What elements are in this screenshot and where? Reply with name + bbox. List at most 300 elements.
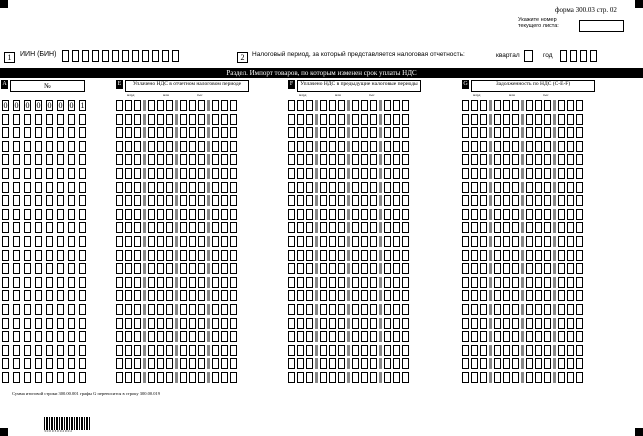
grid-cell[interactable] [57,141,64,152]
grid-cell[interactable] [189,141,196,152]
grid-cell[interactable] [46,222,53,233]
grid-cell[interactable] [402,182,409,193]
grid-cell[interactable] [384,331,391,342]
grid-cell[interactable] [79,154,86,165]
grid-cell[interactable] [297,100,304,111]
grid-cell[interactable] [180,100,187,111]
grid-cell[interactable] [512,127,519,138]
grid-cell[interactable] [297,236,304,247]
grid-cell[interactable] [535,318,542,329]
grid-cell[interactable] [402,236,409,247]
grid-cell[interactable] [157,100,164,111]
grid-cell[interactable] [370,168,377,179]
grid-cell[interactable] [24,304,31,315]
grid-cell[interactable] [230,222,237,233]
grid-cell[interactable] [361,141,368,152]
grid-cell[interactable] [535,209,542,220]
grid-cell[interactable] [35,318,42,329]
grid-cell[interactable] [471,263,478,274]
grid-cell[interactable] [79,100,86,111]
grid-cell[interactable] [526,331,533,342]
grid-cell[interactable] [157,250,164,261]
grid-cell[interactable] [288,358,295,369]
grid-cell[interactable] [221,195,228,206]
grid-cell[interactable] [297,304,304,315]
grid-cell[interactable] [384,209,391,220]
grid-cell[interactable] [116,141,123,152]
grid-cell[interactable] [576,236,583,247]
grid-cell[interactable] [535,290,542,301]
grid-cell[interactable] [125,168,132,179]
grid-cell[interactable] [480,114,487,125]
grid-cell[interactable] [46,345,53,356]
grid-cell[interactable] [134,372,141,383]
grid-cell[interactable] [297,222,304,233]
grid-cell[interactable] [230,141,237,152]
grid-cell[interactable] [338,358,345,369]
grid-cell[interactable] [338,318,345,329]
grid-cell[interactable] [79,127,86,138]
grid-cell[interactable] [57,290,64,301]
grid-cell[interactable] [471,127,478,138]
grid-cell[interactable] [148,236,155,247]
grid-cell[interactable] [384,290,391,301]
grid-cell[interactable] [370,345,377,356]
grid-cell[interactable] [24,345,31,356]
grid-cell[interactable] [567,114,574,125]
grid-cell[interactable] [189,318,196,329]
grid-cell[interactable] [535,236,542,247]
grid-cell[interactable] [526,168,533,179]
grid-cell[interactable] [393,331,400,342]
grid-cell[interactable] [494,318,501,329]
grid-cell[interactable] [384,100,391,111]
grid-cell[interactable] [166,372,173,383]
grid-cell[interactable] [361,277,368,288]
grid-cell[interactable] [393,290,400,301]
grid-cell[interactable] [320,290,327,301]
grid-cell[interactable] [212,290,219,301]
grid-cell[interactable] [462,277,469,288]
grid-cell[interactable] [535,222,542,233]
grid-cell[interactable] [230,345,237,356]
grid-cell[interactable] [189,331,196,342]
grid-cell[interactable] [361,168,368,179]
grid-cell[interactable] [148,250,155,261]
grid-cell[interactable] [535,195,542,206]
grid-cell[interactable] [329,304,336,315]
grid-cell[interactable] [116,236,123,247]
grid-cell[interactable] [230,263,237,274]
grid-cell[interactable] [57,345,64,356]
grid-cell[interactable] [576,141,583,152]
grid-cell[interactable] [471,250,478,261]
grid-cell[interactable] [212,182,219,193]
grid-cell[interactable] [2,236,9,247]
grid-cell[interactable] [526,114,533,125]
grid-cell[interactable] [24,331,31,342]
grid-cell[interactable] [306,345,313,356]
grid-cell[interactable] [166,358,173,369]
grid-cell[interactable] [393,263,400,274]
grid-cell[interactable] [35,195,42,206]
grid-cell[interactable] [212,250,219,261]
grid-cell[interactable] [148,209,155,220]
grid-cell[interactable] [471,154,478,165]
grid-cell[interactable] [526,304,533,315]
grid-cell[interactable] [329,263,336,274]
grid-cell[interactable] [157,318,164,329]
grid-cell[interactable] [494,236,501,247]
grid-cell[interactable] [338,127,345,138]
iin-cell[interactable] [82,50,89,62]
grid-cell[interactable] [134,222,141,233]
grid-cell[interactable] [320,114,327,125]
grid-cell[interactable] [57,277,64,288]
grid-cell[interactable] [352,263,359,274]
grid-cell[interactable] [320,372,327,383]
grid-cell[interactable] [46,290,53,301]
year-cell[interactable] [570,50,577,62]
grid-cell[interactable] [166,114,173,125]
grid-cell[interactable] [13,195,20,206]
grid-cell[interactable] [297,154,304,165]
grid-cell[interactable] [24,100,31,111]
grid-cell[interactable] [180,331,187,342]
grid-cell[interactable] [297,195,304,206]
grid-cell[interactable] [68,318,75,329]
iin-cell[interactable] [122,50,129,62]
grid-cell[interactable] [471,168,478,179]
grid-cell[interactable] [352,141,359,152]
grid-cell[interactable] [134,154,141,165]
grid-cell[interactable] [68,345,75,356]
grid-cell[interactable] [212,372,219,383]
grid-cell[interactable] [288,250,295,261]
grid-cell[interactable] [148,182,155,193]
grid-cell[interactable] [526,222,533,233]
grid-cell[interactable] [13,277,20,288]
grid-cell[interactable] [212,141,219,152]
grid-cell[interactable] [558,209,565,220]
grid-cell[interactable] [230,236,237,247]
grid-cell[interactable] [125,222,132,233]
grid-cell[interactable] [462,127,469,138]
grid-cell[interactable] [320,195,327,206]
grid-cell[interactable] [576,195,583,206]
grid-cell[interactable] [480,222,487,233]
grid-cell[interactable] [320,209,327,220]
grid-cell[interactable] [462,318,469,329]
grid-cell[interactable] [567,318,574,329]
grid-cell[interactable] [480,345,487,356]
grid-cell[interactable] [462,304,469,315]
grid-cell[interactable] [370,114,377,125]
grid-cell[interactable] [13,263,20,274]
grid-cell[interactable] [35,141,42,152]
grid-cell[interactable] [148,345,155,356]
grid-cell[interactable] [35,236,42,247]
grid-cell[interactable] [567,236,574,247]
grid-cell[interactable] [68,100,75,111]
grid-cell[interactable] [306,318,313,329]
grid-cell[interactable] [576,222,583,233]
grid-cell[interactable] [384,250,391,261]
grid-cell[interactable] [46,331,53,342]
grid-cell[interactable] [46,154,53,165]
grid-cell[interactable] [230,168,237,179]
grid-cell[interactable] [494,100,501,111]
grid-cell[interactable] [558,127,565,138]
grid-cell[interactable] [198,358,205,369]
grid-cell[interactable] [212,277,219,288]
grid-cell[interactable] [134,318,141,329]
grid-cell[interactable] [503,290,510,301]
grid-cell[interactable] [166,318,173,329]
iin-cell[interactable] [142,50,149,62]
grid-cell[interactable] [320,236,327,247]
grid-cell[interactable] [198,277,205,288]
grid-cell[interactable] [503,209,510,220]
grid-cell[interactable] [393,236,400,247]
grid-cell[interactable] [2,372,9,383]
grid-cell[interactable] [13,127,20,138]
grid-cell[interactable] [480,331,487,342]
grid-cell[interactable] [567,372,574,383]
grid-cell[interactable] [24,372,31,383]
grid-cell[interactable] [2,318,9,329]
grid-cell[interactable] [306,290,313,301]
grid-cell[interactable] [494,290,501,301]
grid-cell[interactable] [361,250,368,261]
grid-cell[interactable] [567,277,574,288]
grid-cell[interactable] [148,168,155,179]
grid-cell[interactable] [68,290,75,301]
grid-cell[interactable] [221,182,228,193]
grid-cell[interactable] [567,345,574,356]
grid-cell[interactable] [494,182,501,193]
grid-cell[interactable] [576,100,583,111]
grid-cell[interactable] [526,127,533,138]
grid-cell[interactable] [471,358,478,369]
grid-cell[interactable] [157,195,164,206]
grid-cell[interactable] [480,358,487,369]
grid-cell[interactable] [157,209,164,220]
grid-cell[interactable] [13,290,20,301]
grid-cell[interactable] [134,331,141,342]
grid-cell[interactable] [361,114,368,125]
grid-cell[interactable] [148,277,155,288]
grid-cell[interactable] [288,263,295,274]
grid-cell[interactable] [384,195,391,206]
grid-cell[interactable] [576,250,583,261]
grid-cell[interactable] [57,154,64,165]
grid-cell[interactable] [46,263,53,274]
grid-cell[interactable] [116,114,123,125]
grid-cell[interactable] [567,263,574,274]
grid-cell[interactable] [567,331,574,342]
grid-cell[interactable] [352,182,359,193]
grid-cell[interactable] [503,277,510,288]
grid-cell[interactable] [148,195,155,206]
grid-cell[interactable] [13,250,20,261]
grid-cell[interactable] [494,304,501,315]
grid-cell[interactable] [512,195,519,206]
grid-cell[interactable] [471,100,478,111]
grid-cell[interactable] [544,127,551,138]
grid-cell[interactable] [198,209,205,220]
grid-cell[interactable] [526,358,533,369]
grid-cell[interactable] [157,372,164,383]
grid-cell[interactable] [402,290,409,301]
grid-cell[interactable] [125,209,132,220]
grid-cell[interactable] [189,195,196,206]
grid-cell[interactable] [148,114,155,125]
grid-cell[interactable] [526,250,533,261]
grid-cell[interactable] [125,195,132,206]
grid-cell[interactable] [57,304,64,315]
grid-cell[interactable] [393,250,400,261]
grid-cell[interactable] [189,182,196,193]
grid-cell[interactable] [180,250,187,261]
grid-cell[interactable] [212,100,219,111]
grid-cell[interactable] [79,209,86,220]
grid-cell[interactable] [57,222,64,233]
grid-cell[interactable] [361,304,368,315]
grid-cell[interactable] [2,263,9,274]
grid-cell[interactable] [221,372,228,383]
grid-cell[interactable] [306,154,313,165]
grid-cell[interactable] [288,290,295,301]
grid-cell[interactable] [221,250,228,261]
grid-cell[interactable] [79,141,86,152]
grid-cell[interactable] [320,331,327,342]
grid-cell[interactable] [320,318,327,329]
grid-cell[interactable] [297,209,304,220]
grid-cell[interactable] [148,100,155,111]
grid-cell[interactable] [125,358,132,369]
grid-cell[interactable] [567,182,574,193]
grid-cell[interactable] [503,304,510,315]
grid-cell[interactable] [384,168,391,179]
grid-cell[interactable] [297,127,304,138]
grid-cell[interactable] [352,277,359,288]
grid-cell[interactable] [212,358,219,369]
grid-cell[interactable] [370,304,377,315]
grid-cell[interactable] [212,127,219,138]
grid-cell[interactable] [157,236,164,247]
grid-cell[interactable] [352,127,359,138]
grid-cell[interactable] [558,372,565,383]
grid-cell[interactable] [2,290,9,301]
grid-cell[interactable] [68,263,75,274]
grid-cell[interactable] [24,141,31,152]
grid-cell[interactable] [370,277,377,288]
grid-cell[interactable] [480,195,487,206]
grid-cell[interactable] [338,182,345,193]
grid-cell[interactable] [35,358,42,369]
grid-cell[interactable] [157,304,164,315]
grid-cell[interactable] [157,290,164,301]
grid-cell[interactable] [221,222,228,233]
grid-cell[interactable] [221,141,228,152]
grid-cell[interactable] [212,209,219,220]
grid-cell[interactable] [148,263,155,274]
grid-cell[interactable] [230,209,237,220]
grid-cell[interactable] [212,168,219,179]
grid-cell[interactable] [57,318,64,329]
grid-cell[interactable] [306,127,313,138]
grid-cell[interactable] [558,304,565,315]
grid-cell[interactable] [512,290,519,301]
grid-cell[interactable] [320,345,327,356]
grid-cell[interactable] [24,250,31,261]
grid-cell[interactable] [329,331,336,342]
grid-cell[interactable] [13,209,20,220]
grid-cell[interactable] [320,127,327,138]
grid-cell[interactable] [35,290,42,301]
grid-cell[interactable] [494,263,501,274]
grid-cell[interactable] [79,114,86,125]
grid-cell[interactable] [57,263,64,274]
grid-cell[interactable] [79,331,86,342]
grid-cell[interactable] [79,277,86,288]
grid-cell[interactable] [576,154,583,165]
grid-cell[interactable] [166,304,173,315]
grid-cell[interactable] [471,304,478,315]
grid-cell[interactable] [166,127,173,138]
grid-cell[interactable] [338,154,345,165]
grid-cell[interactable] [471,236,478,247]
grid-cell[interactable] [198,290,205,301]
grid-cell[interactable] [567,100,574,111]
grid-cell[interactable] [361,127,368,138]
grid-cell[interactable] [13,331,20,342]
grid-cell[interactable] [134,304,141,315]
grid-cell[interactable] [221,209,228,220]
grid-cell[interactable] [544,195,551,206]
grid-cell[interactable] [480,290,487,301]
grid-cell[interactable] [189,372,196,383]
grid-cell[interactable] [180,304,187,315]
grid-cell[interactable] [116,195,123,206]
grid-cell[interactable] [221,345,228,356]
grid-cell[interactable] [393,100,400,111]
grid-cell[interactable] [361,100,368,111]
grid-cell[interactable] [116,250,123,261]
grid-cell[interactable] [125,263,132,274]
grid-cell[interactable] [166,195,173,206]
grid-cell[interactable] [576,127,583,138]
grid-cell[interactable] [503,358,510,369]
grid-cell[interactable] [503,250,510,261]
grid-cell[interactable] [166,345,173,356]
grid-cell[interactable] [189,127,196,138]
grid-cell[interactable] [361,372,368,383]
grid-cell[interactable] [198,318,205,329]
grid-cell[interactable] [526,290,533,301]
grid-cell[interactable] [180,168,187,179]
grid-cell[interactable] [535,331,542,342]
iin-cell[interactable] [132,50,139,62]
grid-cell[interactable] [13,141,20,152]
grid-cell[interactable] [329,100,336,111]
grid-cell[interactable] [544,372,551,383]
grid-cell[interactable] [2,195,9,206]
grid-cell[interactable] [338,141,345,152]
grid-cell[interactable] [471,345,478,356]
grid-cell[interactable] [2,168,9,179]
